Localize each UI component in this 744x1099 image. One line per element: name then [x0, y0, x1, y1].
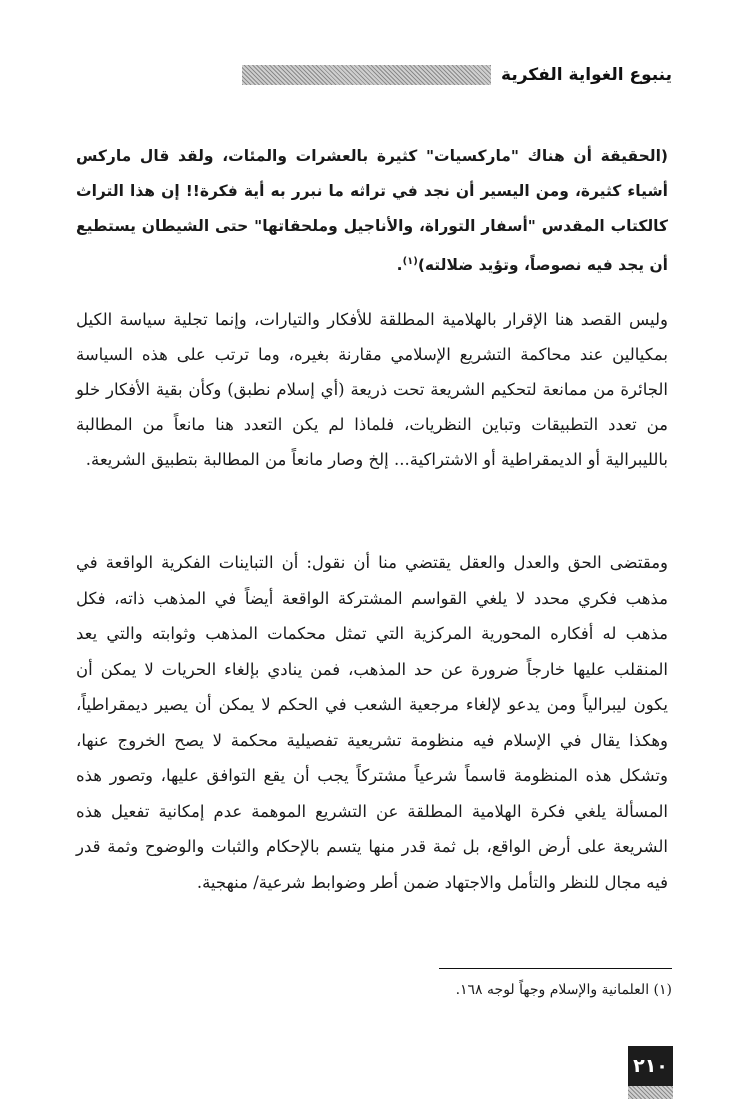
- paragraph-text: ومقتضى الحق والعدل والعقل يقتضي منا أن نقول: أن التباينات الفكرية الواقعة في مذهب فكري محدد لا يلغي القواسم المشتركة الواقعة أيضاً في المذهب ذاته، فكل مذهب له أفكاره المحورية المركزية التي تمثل محكمات المذهب وثوابته والتي يعد المنقلب عليها خارجاً ضرورة عن حد المذهب، فمن ينادي بإلغاء الحريات لا يمكن أن يكون ليبرالياً ومن يدعو لإلغاء مرجعية الشعب في الحكم لا يمكن أن يصير ديمقراطياً، وهكذا يقال في الإسلام فيه منظومة تشريعية تفصيلية محكمة لا يصح الخروج عنها، وتشكل هذه المنظومة قاسماً شرعياً مشتركاً يجب أن يقع التوافق عليها، وتصور هذه المسألة يلغي فكرة الهلامية المطلقة عن التشريع الموهمة عدم إمكانية تفعيل هذه الشريعة على أرض الواقع، بل ثمة قدر منها يتسم بالإحكام والثبات والوضوح وثمة قدر فيه مجال للنظر والتأمل والاجتهاد ضمن أطر وضوابط شرعية/ منهجية.: [76, 553, 668, 892]
- running-header-title: ينبوع الغواية الفكرية: [501, 65, 672, 85]
- page-number-decoration: [628, 1086, 673, 1099]
- running-header: [242, 58, 672, 92]
- footnote: (١) العلمانية والإسلام وجهاً لوجه ١٦٨.: [455, 982, 672, 998]
- quoted-passage: [76, 139, 668, 283]
- body-paragraph: [76, 545, 668, 900]
- paragraph-text: وليس القصد هنا الإقرار بالهلامية المطلقة للأفكار والتيارات، وإنما تجلية سياسة الكيل بمكيالين عند محاكمة التشريع الإسلامي مقارنة بغيره، وما ترتب على هذه السياسة الجائرة من ممانعة لتحكيم الشريعة تحت ذريعة (أي إسلام نطبق) وكأن بقية الأفكار خلو من تعدد التطبيقات وتباين النظريات، فلماذا لم يكن التعدد هنا مانعاً من المطالبة بالليبرالية أو الديمقراطية أو الاشتراكية... إلخ وصار مانعاً من المطالبة بتطبيق الشريعة.: [76, 310, 668, 469]
- body-paragraph: [76, 302, 668, 477]
- footnote-marker[interactable]: (١): [402, 256, 418, 267]
- page-number: ٢١٠: [628, 1046, 673, 1086]
- header-decorative-bar: [242, 65, 491, 85]
- footnote-divider: [439, 968, 672, 969]
- quote-text: (الحقيقة أن هناك "ماركسيات" كثيرة بالعشرات والمئات، ولقد قال ماركس أشياء كثيرة، ومن اليسير أن نجد في تراثه ما نبرر به أية فكرة!! إن هذا التراث كالكتاب المقدس "أسفار التوراة، والأناجيل وملحقاتها" حتى الشيطان يستطيع أن يجد فيه نصوصاً، وتؤيد ضلالته): [76, 147, 668, 275]
- quote-end: .: [396, 256, 403, 275]
